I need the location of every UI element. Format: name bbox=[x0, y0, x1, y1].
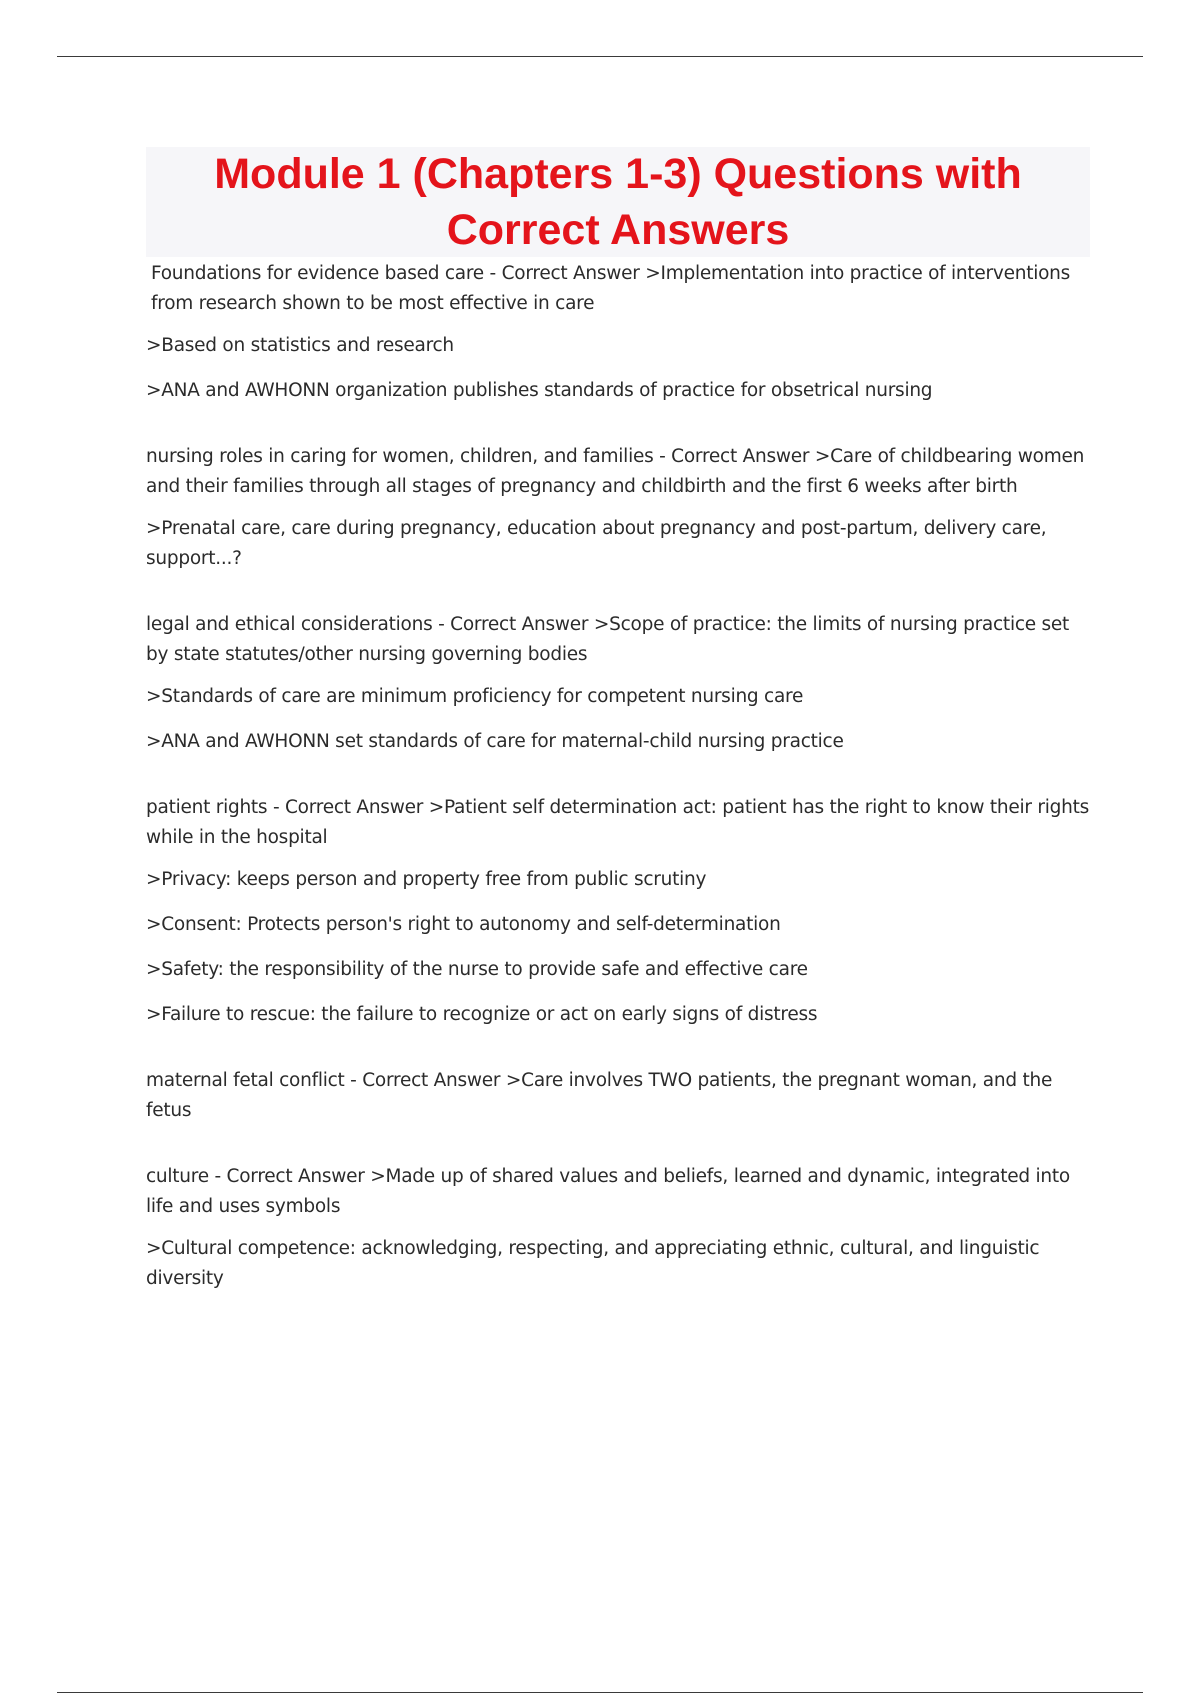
qa-separator: - bbox=[267, 797, 286, 818]
qa-answer-first-line: >Patient self determination act: patient has the right to know their rights while in the hospital bbox=[146, 797, 1089, 848]
correct-answer-label: Correct Answer bbox=[501, 263, 640, 284]
qa-answer-line: >ANA and AWHONN set standards of care for maternal-child nursing practice bbox=[146, 731, 844, 752]
qa-entry bbox=[146, 1162, 1090, 1294]
qa-term: nursing roles in caring for women, children, and families bbox=[146, 446, 654, 467]
qa-answer-line: >Safety: the responsibility of the nurse to provide safe and effective care bbox=[146, 959, 808, 980]
qa-entry bbox=[146, 1066, 1090, 1126]
qa-separator: - bbox=[344, 1070, 363, 1091]
correct-answer-label: Correct Answer bbox=[226, 1166, 365, 1187]
qa-entry-heading bbox=[146, 259, 1090, 319]
qa-answer-first-line: >Made up of shared values and beliefs, learned and dynamic, integrated into life and uses symbols bbox=[146, 1166, 1070, 1217]
qa-separator: - bbox=[653, 446, 672, 467]
qa-separator: - bbox=[432, 614, 451, 635]
qa-term: legal and ethical considerations bbox=[146, 614, 433, 635]
qa-answer-first-line: >Care involves TWO patients, the pregnant woman, and the fetus bbox=[146, 1070, 1053, 1121]
page-content bbox=[146, 147, 1090, 1330]
title-banner bbox=[146, 147, 1090, 257]
correct-answer-label: Correct Answer bbox=[450, 614, 589, 635]
qa-entry-heading bbox=[146, 442, 1090, 502]
qa-term: maternal fetal conflict bbox=[146, 1070, 345, 1091]
footer-rule bbox=[57, 1692, 1143, 1693]
qa-answer-first-line: >Scope of practice: the limits of nursing practice set by state statutes/other nursing governing bodies bbox=[146, 614, 1070, 665]
qa-answer-line: >Consent: Protects person's right to autonomy and self-determination bbox=[146, 914, 781, 935]
correct-answer-label: Correct Answer bbox=[362, 1070, 501, 1091]
qa-entry bbox=[146, 793, 1090, 1030]
qa-separator: - bbox=[208, 1166, 227, 1187]
correct-answer-label: Correct Answer bbox=[671, 446, 810, 467]
qa-answer-line: >ANA and AWHONN organization publishes standards of practice for obsetrical nursing bbox=[146, 380, 933, 401]
qa-answer-line: >Privacy: keeps person and property free from public scrutiny bbox=[146, 869, 707, 890]
qa-entries bbox=[146, 259, 1090, 1294]
header-rule bbox=[57, 56, 1143, 57]
page-title: Module 1 (Chapters 1-3) Questions with Correct Answers bbox=[214, 150, 1022, 254]
qa-entry-heading bbox=[146, 1066, 1090, 1126]
qa-entry bbox=[146, 442, 1090, 574]
qa-term: Foundations for evidence based care bbox=[151, 263, 484, 284]
qa-term: culture bbox=[146, 1166, 209, 1187]
correct-answer-label: Correct Answer bbox=[285, 797, 424, 818]
qa-answer-first-line: >Care of childbearing women and their families through all stages of pregnancy and childbirth and the first 6 weeks after birth bbox=[146, 446, 1085, 497]
qa-entry-heading bbox=[146, 1162, 1090, 1222]
qa-entry-heading bbox=[146, 793, 1090, 853]
qa-answer-line: >Failure to rescue: the failure to recognize or act on early signs of distress bbox=[146, 1004, 818, 1025]
qa-answer-first-line: >Implementation into practice of interventions from research shown to be most effective in care bbox=[151, 263, 1071, 314]
qa-answer-line: >Based on statistics and research bbox=[146, 335, 454, 356]
qa-entry bbox=[146, 610, 1090, 757]
qa-answer-line: >Standards of care are minimum proficiency for competent nursing care bbox=[146, 686, 804, 707]
qa-term: patient rights bbox=[146, 797, 268, 818]
qa-entry bbox=[146, 259, 1090, 406]
qa-entry-heading bbox=[146, 610, 1090, 670]
qa-separator: - bbox=[483, 263, 502, 284]
qa-answer-line: >Prenatal care, care during pregnancy, education about pregnancy and post-partum, delivery care, support...? bbox=[146, 518, 1047, 569]
qa-answer-line: >Cultural competence: acknowledging, respecting, and appreciating ethnic, cultural, and linguistic diversity bbox=[146, 1238, 1040, 1289]
